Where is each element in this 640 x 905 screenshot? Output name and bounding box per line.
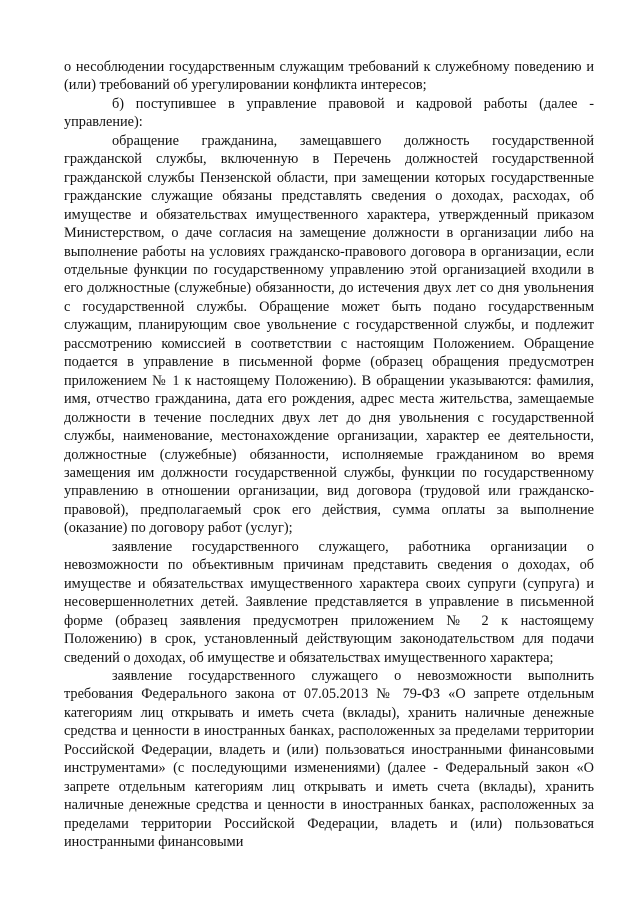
paragraph-continuation: о несоблюдении государственным служащим требований к служебному поведению и (или) требований об урегулировании конфликта интересов; — [64, 59, 594, 94]
paragraph-federal-law-statement: заявление государственного служащего о невозможности выполнить требования Федерального закона от 07.05.2013 № 79-ФЗ «О запрете отдельным категориям лиц открывать и иметь счета (вклады), хранить наличные денежные средства и ценности в иностранных банках, расположенных за пределами территории Российской Федерации, владеть и (или) пользоваться иностранными финансовыми инструментами» (с последующими изменениями) (далее - Федеральный закон «О запрете отдельным категориям лиц открывать и иметь счета (вклады), хранить наличные денежные средства и ценности в иностранных банках, расположенных за пределами территории Российской Федерации, владеть и (или) пользоваться иностранными финансовыми — [64, 667, 594, 851]
paragraph-income-statement: заявление государственного служащего, работника организации о невозможности по объективным причинам представить сведения о доходах, об имуществе и обязательствах имущественного характера своих супруги (супруга) и несовершеннолетних детей. Заявление представляется в управление в письменной форме (образец заявления предусмотрен приложением № 2 к настоящему Положению) в срок, установленный действующим законодательством для подачи сведений о доходах, об имуществе и обязательствах имущественного характера; — [64, 538, 594, 666]
document-body — [64, 58, 594, 851]
paragraph-item-b: б) поступившее в управление правовой и кадровой работы (далее - управление): — [64, 95, 594, 131]
paragraph-citizen-appeal: обращение гражданина, замещавшего должность государственной гражданской службы, включенную в Перечень должностей государственной гражданской службы Пензенской области, при замещении которых государственные гражданские служащие обязаны представлять сведения о доходах, расходах, об имуществе и обязательствах имущественного характера, утвержденный приказом Министерством, о даче согласия на замещение должности в организации либо на выполнение работы на условиях гражданско-правового договора в организации, если отдельные функции по государственному управлению этой организацией входили в его должностные (служебные) обязанности, до истечения двух лет со дня увольнения с государственной службы. Обращение может быть подано государственным служащим, планирующим свое увольнение с государственной службы, и подлежит рассмотрению комиссией в соответствии с настоящим Положением. Обращение подается в управление в письменной форме (образец обращения предусмотрен приложением № 1 к настоящему Положению). В обращении указываются: фамилия, имя, отчество гражданина, дата его рождения, адрес места жительства, замещаемые должности в течение последних двух лет до дня увольнения с государственной службы, наименование, местонахождение организации, характер ее деятельности, должностные (служебные) обязанности, исполняемые гражданином во время замещения им должности государственной службы, функции по государственному управлению в отношении организации, вид договора (трудовой или гражданско-правовой), предполагаемый срок его действия, сумма оплаты за выполнение (оказание) по договору работ (услуг); — [64, 132, 594, 537]
